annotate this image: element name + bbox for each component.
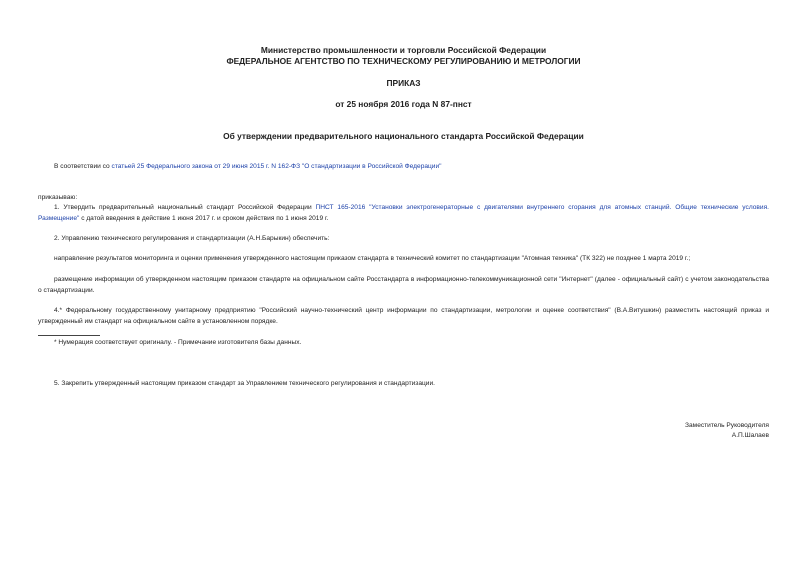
ministry-heading: Министерство промышленности и торговли Российской Федерации (260, 45, 547, 55)
federal-law-link[interactable]: статьей 25 Федерального закона от 29 июня 2015 г. N 162-ФЗ "О стандартизации в Российской Федерации" (111, 163, 442, 170)
preamble-paragraph (54, 162, 442, 173)
item-4-paragraph: 4.* Федеральному государственному унитарному предприятию "Российский научно-технический центр информации по стандартизации, метрологии и оценке соответствия" (В.А.Витушкин) разместить настоящий приказ и утвержденный им стандарт на официальном сайте в установленном порядке. (38, 307, 769, 325)
footnote-text: * Нумерация соответствует оригиналу. - Примечание изготовителя базы данных. (54, 339, 302, 346)
document-title: Об утверждении предварительного национального стандарта Российской Федерации (223, 131, 584, 141)
signature-position: Заместитель Руководителя (685, 422, 769, 429)
item-1-prefix: 1. Утвердить предварительный национальный стандарт Российской Федерации (54, 204, 316, 211)
item-5-paragraph: 5. Закрепить утвержденный настоящим приказом стандарт за Управлением технического регулирования и стандартизации. (54, 380, 435, 387)
item-2-sub-2: размещение информации об утвержденном настоящим приказом стандарте на официальном сайте Росстандарта в информационно-телекоммуникационной сети "Интернет" (далее - официальный сайт) с учетом законодательства о стандартизации. (38, 276, 769, 294)
standard-link[interactable]: ПНСТ 165-2016 "Установки электрогенераторные с двигателями внутреннего сгорания для атомных станций. Общие технические условия. Размещение" (38, 204, 769, 222)
signature-name: А.П.Шалаев (731, 432, 769, 439)
agency-heading: ФЕДЕРАЛЬНОЕ АГЕНТСТВО ПО ТЕХНИЧЕСКОМУ РЕГУЛИРОВАНИЮ И МЕТРОЛОГИИ (226, 56, 581, 66)
date-number-heading: от 25 ноября 2016 года N 87-пнст (335, 99, 472, 109)
doc-type-heading: ПРИКАЗ (386, 78, 421, 88)
footnote-divider (38, 335, 100, 336)
item-2-paragraph: 2. Управлению технического регулирования и стандартизации (А.Н.Барыкин) обеспечить: (54, 235, 330, 242)
item-1-paragraph (38, 203, 769, 224)
item-2-sub-1: направление результатов мониторинга и оценки применения утвержденного настоящим приказом стандарта в технический комитет по стандартизации "Атомная техника" (ТК 322) не позднее 1 марта 2019 г.; (54, 255, 691, 262)
item-1-suffix: с датой введения в действие 1 июня 2017 г. и сроком действия по 1 июня 2019 г. (79, 214, 329, 222)
preamble-prefix: В соответствии со (54, 163, 112, 170)
order-word: приказываю: (38, 194, 78, 201)
